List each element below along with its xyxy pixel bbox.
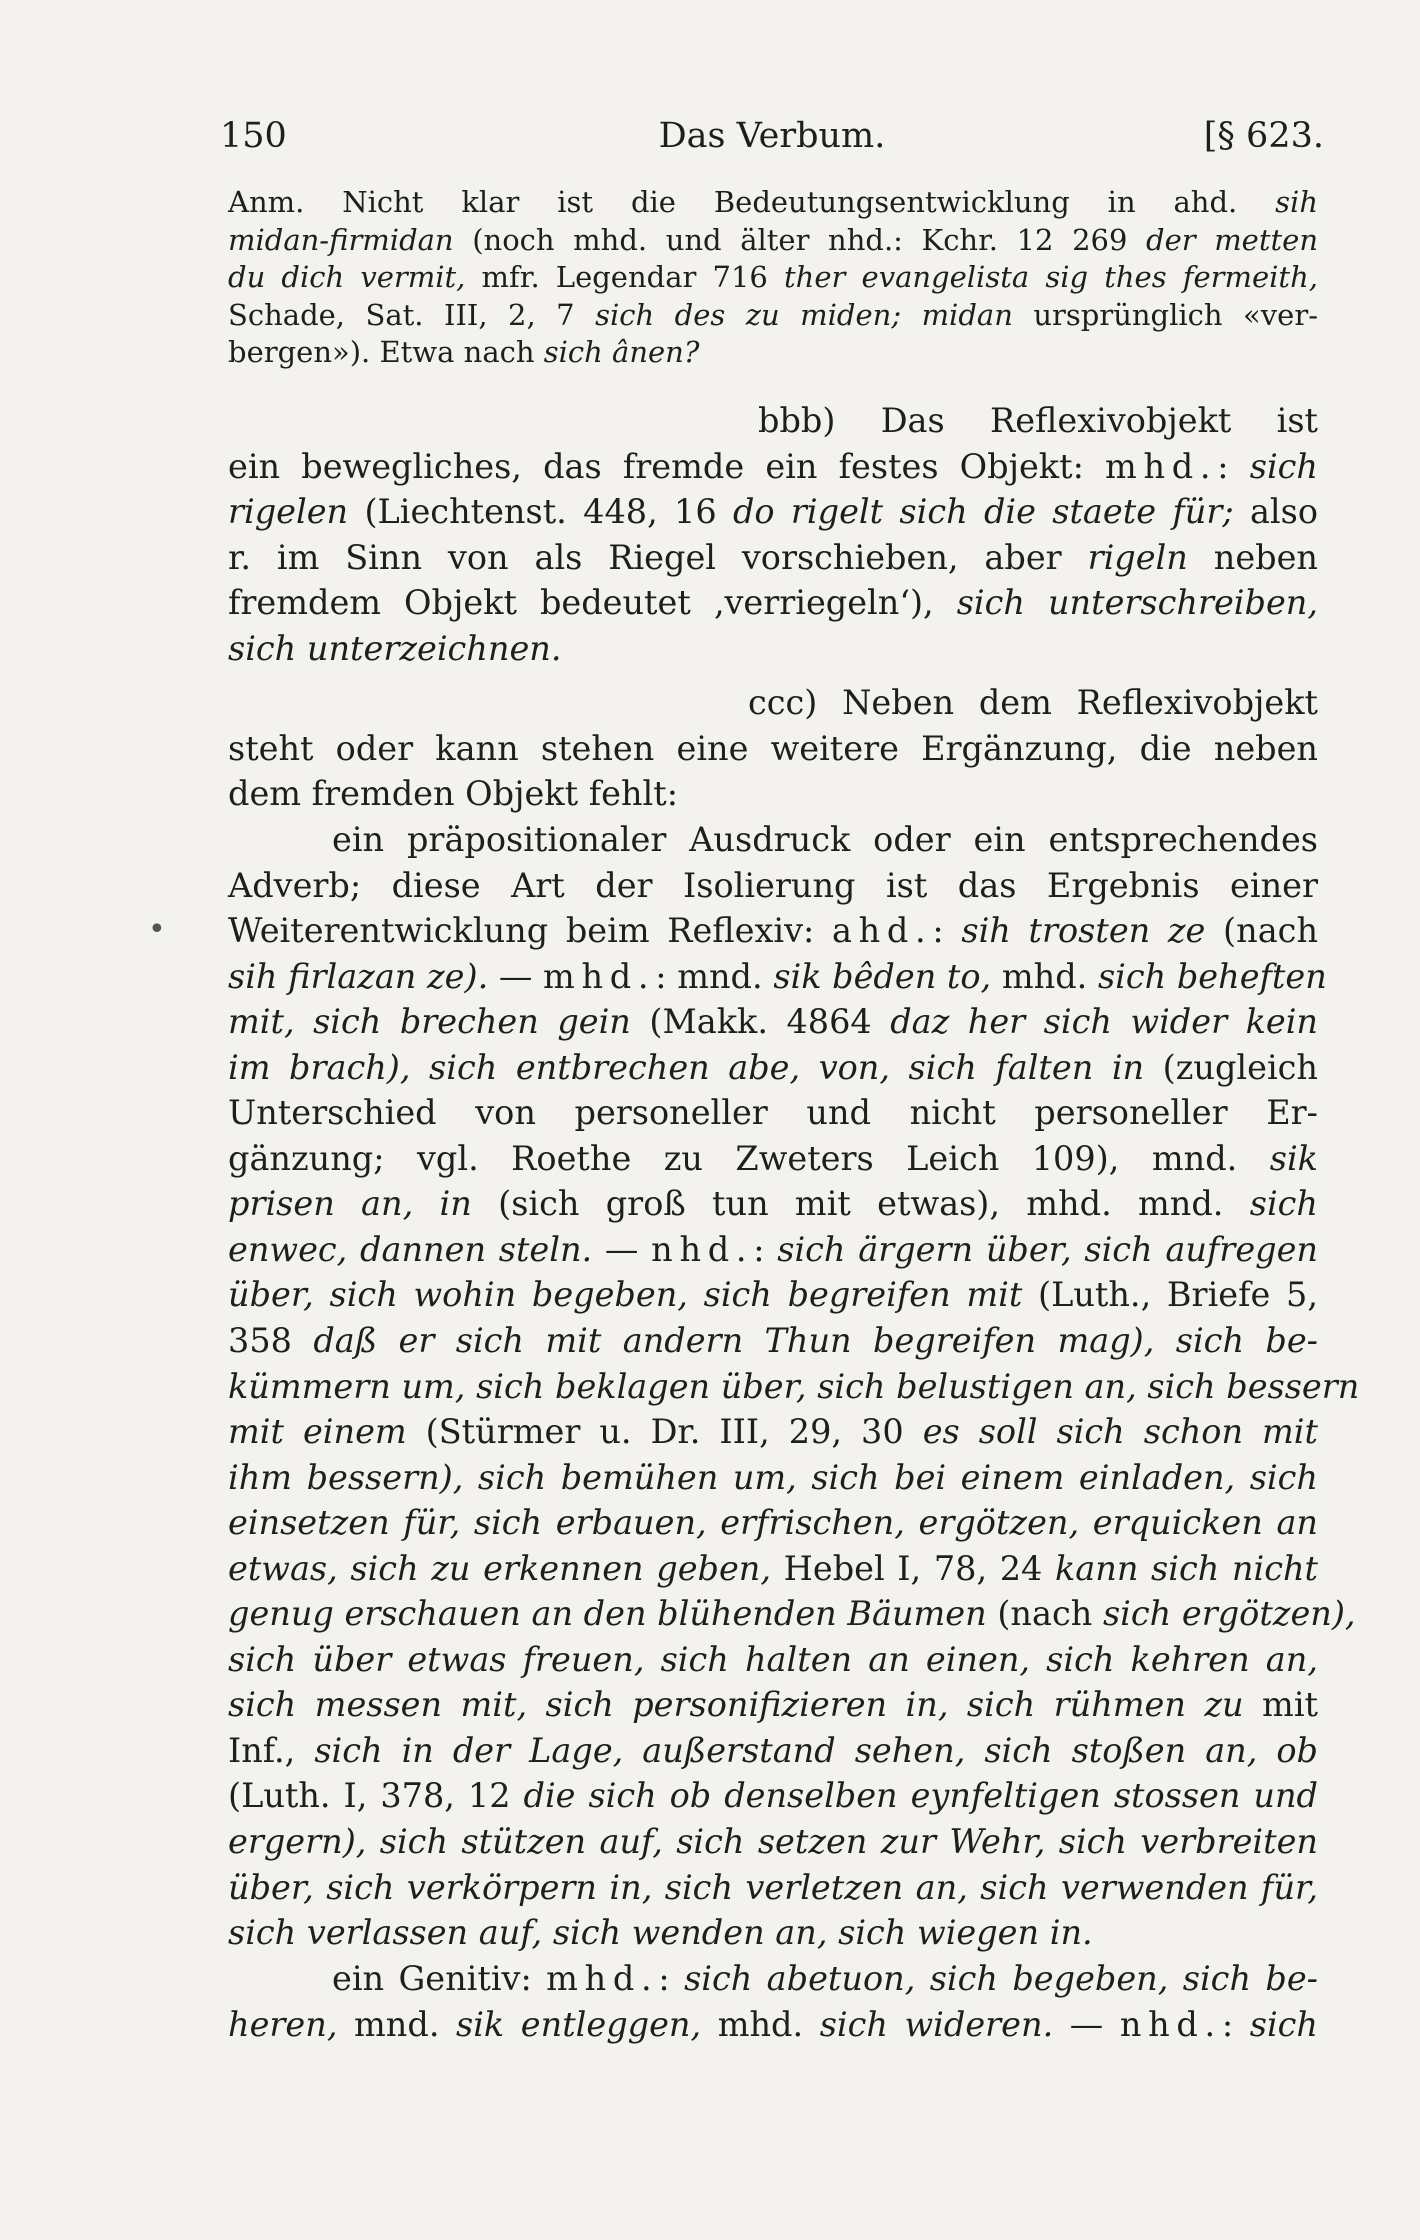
italic-segment: sik	[1269, 1138, 1318, 1178]
text-line	[228, 1773, 1318, 1819]
text-segment: Weiterentwicklung beim Reflexiv:	[228, 911, 832, 951]
spaced-segment: mhd.	[543, 956, 656, 996]
text-line	[228, 1409, 1318, 1455]
text-segment: (Makk. 4864	[630, 1002, 891, 1042]
text-segment: :	[753, 1229, 778, 1269]
text-segment: :	[932, 911, 962, 951]
text-segment: bbb) Das Reflexivobjekt ist	[758, 401, 1318, 440]
spaced-segment: ahd.	[831, 911, 933, 951]
italic-segment: du dich vermit,	[228, 260, 466, 294]
text-segment: (noch mhd. und älter nhd.: Kchr. 12 269	[453, 222, 1147, 257]
text-line	[228, 184, 1318, 222]
italic-segment: kümmern um, sich beklagen über, sich belustigen an, sich bessern	[228, 1366, 1360, 1406]
text-segment: (Liechtenst. 448, 16	[348, 492, 733, 532]
text-line	[228, 908, 1318, 954]
text-line	[228, 489, 1318, 535]
italic-segment: etwas, sich zu erkennen geben,	[228, 1548, 772, 1588]
italic-segment: prisen an, in	[228, 1184, 472, 1224]
italic-segment: es soll sich schon mit	[922, 1412, 1318, 1452]
italic-segment: midan	[921, 297, 1013, 332]
text-segment: : mnd.	[655, 956, 774, 996]
text-line	[228, 1682, 1318, 1728]
text-segment: neben	[1187, 537, 1318, 577]
italic-segment: sich	[1249, 1184, 1318, 1224]
italic-segment: einsetzen für, sich erbauen, erfrischen, ergötzen, erquicken an	[228, 1503, 1318, 1543]
italic-segment: sik bêden to,	[773, 956, 992, 996]
text-line	[228, 1910, 1318, 1956]
margin-mark: •	[148, 912, 166, 947]
italic-segment: sich	[1249, 446, 1318, 486]
text-segment: (Luth., Briefe 5,	[1022, 1275, 1318, 1315]
page-number: 150	[220, 116, 287, 156]
text-line	[228, 1227, 1318, 1273]
italic-segment: sich wideren.	[819, 2004, 1054, 2044]
text-segment: Anm. Nicht klar ist die Bedeutungsentwicklung in ahd.	[228, 185, 1276, 219]
text-line	[228, 1500, 1318, 1546]
text-line	[228, 297, 1318, 335]
section-number: [§ 623.	[1203, 116, 1324, 156]
italic-segment: rigelen	[228, 492, 349, 532]
italic-segment: sich abetuon, sich begeben, sich be-	[684, 1959, 1318, 1998]
text-line	[228, 1956, 1318, 2002]
text-line	[228, 1090, 1318, 1136]
text-segment: Unterschied von personeller und nicht personeller Er-	[228, 1093, 1318, 1133]
italic-segment: kann sich nicht	[1054, 1548, 1318, 1588]
italic-segment: sich unterschreiben,	[956, 583, 1318, 623]
italic-segment: sich unterzeichnen.	[228, 628, 562, 668]
text-segment: ccc) Neben dem Reflexivobjekt	[748, 683, 1318, 722]
italic-segment: ihm bessern), sich bemühen um, sich bei einem einladen, sich	[228, 1457, 1318, 1497]
text-segment: also	[1233, 492, 1318, 532]
running-title: Das Verbum.	[658, 116, 886, 156]
italic-segment: ther evangelista sig thes fermeith,	[784, 260, 1318, 294]
italic-segment: mit einem	[228, 1412, 407, 1452]
italic-segment: sich messen mit, sich personifizieren in, sich rühmen zu	[228, 1685, 1244, 1725]
italic-segment: midan-firmidan	[228, 222, 454, 257]
italic-segment: sich	[1249, 2004, 1319, 2044]
text-line	[228, 398, 1318, 444]
text-line	[228, 1045, 1318, 1091]
italic-segment: sih trosten ze	[961, 911, 1206, 951]
italic-segment: sich ergötzen),	[1102, 1594, 1356, 1634]
italic-segment: do rigelt sich die staete für;	[732, 492, 1234, 532]
text-segment: Adverb; diese Art der Isolierung ist das Ergebnis einer	[228, 865, 1318, 905]
italic-segment: sich ânen?	[543, 335, 700, 369]
italic-segment: über, sich verkörpern in, sich verletzen an, sich verwenden für,	[228, 1867, 1318, 1907]
text-segment: steht oder kann stehen eine weitere Ergänzung, die neben	[228, 728, 1318, 768]
text-line	[228, 863, 1318, 909]
text-line	[228, 1318, 1318, 1364]
paragraph-prepositional	[228, 817, 1360, 1956]
italic-segment: rigeln	[1087, 537, 1188, 577]
text-line	[228, 1364, 1360, 1410]
text-segment: :	[658, 1959, 685, 1998]
text-segment: mhd.	[701, 2004, 820, 2044]
italic-segment: der metten	[1146, 222, 1318, 257]
text-line	[228, 1181, 1318, 1227]
italic-segment: genug erschauen an den blühenden Bäumen	[228, 1594, 987, 1634]
spaced-segment: nhd.	[1119, 2004, 1222, 2044]
text-line	[228, 771, 1318, 817]
italic-segment: sich des zu miden;	[595, 297, 902, 332]
text-segment: ursprünglich «ver-	[1012, 297, 1318, 332]
text-line	[228, 726, 1318, 772]
text-line	[228, 1591, 1356, 1637]
italic-segment: enwec, dannen steln.	[228, 1229, 593, 1269]
text-segment: gänzung; vgl. Roethe zu Zweters Leich 109), mnd.	[228, 1138, 1270, 1178]
text-segment: ein bewegliches, das fremde ein festes Objekt:	[228, 446, 1106, 486]
text-segment: (nach	[986, 1594, 1103, 1634]
text-line	[228, 1819, 1318, 1865]
running-head	[220, 110, 1324, 162]
italic-segment: sih firlazan ze).	[228, 956, 489, 996]
italic-segment: heren,	[228, 2004, 338, 2044]
text-line	[228, 817, 1318, 863]
text-segment: (nach	[1205, 911, 1319, 951]
text-line	[228, 1546, 1318, 1592]
text-line	[228, 954, 1327, 1000]
italic-segment: sich über etwas freuen, sich halten an einen, sich kehren an,	[228, 1639, 1318, 1679]
text-segment: mfr. Legendar 716	[465, 260, 785, 294]
text-segment: dem fremden Objekt fehlt:	[228, 774, 678, 814]
text-segment: (Stürmer u. Dr. III, 29, 30	[406, 1412, 923, 1452]
italic-segment: sik entleggen,	[456, 2004, 702, 2044]
spaced-segment: mhd.	[546, 1959, 659, 1998]
text-line	[228, 444, 1318, 490]
text-line	[228, 1865, 1318, 1911]
text-line	[228, 1637, 1318, 1683]
text-line	[228, 334, 1318, 372]
italic-segment: die sich ob denselben eynfeltigen stossen und	[523, 1776, 1318, 1816]
italic-segment: ergern), sich stützen auf, sich setzen zur Wehr, sich verbreiten	[228, 1822, 1318, 1862]
spaced-segment: mhd.	[1105, 446, 1218, 486]
italic-segment: sich in der Lage, außerstand sehen, sich stoßen an, ob	[314, 1730, 1319, 1770]
text-segment: —	[592, 1229, 652, 1269]
text-segment: (sich groß tun mit etwas), mhd. mnd.	[471, 1184, 1250, 1224]
text-line	[228, 1728, 1318, 1774]
text-line	[228, 680, 1318, 726]
text-segment: :	[1221, 2004, 1250, 2044]
text-line	[228, 2002, 1318, 2048]
text-line	[228, 1455, 1318, 1501]
text-segment: Inf.,	[228, 1730, 315, 1770]
italic-segment: daß er sich mit andern Thun begreifen mag), sich be-	[313, 1321, 1319, 1361]
text-segment: Schade, Sat. III, 2, 7	[228, 297, 596, 332]
italic-segment: daz her sich wider kein	[890, 1002, 1318, 1042]
text-line	[228, 580, 1318, 626]
text-line	[228, 535, 1318, 581]
spaced-segment: nhd.	[651, 1229, 754, 1269]
text-segment: 358	[228, 1321, 314, 1361]
italic-segment: sich beheften	[1097, 956, 1327, 996]
text-segment: fremdem Objekt bedeutet ‚verriegeln‘),	[228, 583, 957, 623]
italic-segment: mit, sich brechen gein	[228, 1002, 631, 1042]
italic-segment: sich verlassen auf, sich wenden an, sich wiegen in.	[228, 1913, 1093, 1953]
anmerkung-paragraph	[228, 184, 1318, 372]
text-line	[228, 259, 1318, 297]
text-line	[228, 222, 1318, 260]
italic-segment: über, sich wohin begeben, sich begreifen mit	[228, 1275, 1023, 1315]
text-line	[228, 626, 1318, 672]
italic-segment: im brach), sich entbrechen abe, von, sich falten in	[228, 1047, 1145, 1087]
text-segment	[901, 298, 921, 332]
text-segment: :	[1217, 446, 1250, 486]
text-segment: ein präpositionaler Ausdruck oder ein entsprechendes	[332, 820, 1318, 859]
paragraph-ccc	[228, 680, 1318, 817]
text-line	[228, 1136, 1318, 1182]
text-segment: —	[1053, 2004, 1120, 2044]
text-segment: (zugleich	[1144, 1047, 1318, 1087]
text-segment: mnd.	[337, 2004, 457, 2044]
italic-segment: sich ärgern über, sich aufregen	[777, 1229, 1318, 1269]
text-line	[228, 999, 1318, 1045]
text-segment: —	[488, 956, 544, 996]
text-segment: Hebel I, 78, 24	[771, 1548, 1055, 1588]
text-line	[228, 1272, 1318, 1318]
paragraph-genitiv	[228, 1956, 1318, 2047]
text-segment: r. im Sinn von als Riegel vorschieben, aber	[228, 537, 1088, 577]
text-segment: mit	[1243, 1685, 1318, 1725]
text-segment: ein Genitiv:	[332, 1959, 547, 1998]
text-segment: (Luth. I, 378, 12	[228, 1776, 524, 1816]
paragraph-bbb	[228, 398, 1318, 671]
text-segment: mhd.	[991, 956, 1098, 996]
text-segment: bergen»). Etwa nach	[228, 335, 544, 369]
italic-segment: sih	[1275, 185, 1318, 219]
